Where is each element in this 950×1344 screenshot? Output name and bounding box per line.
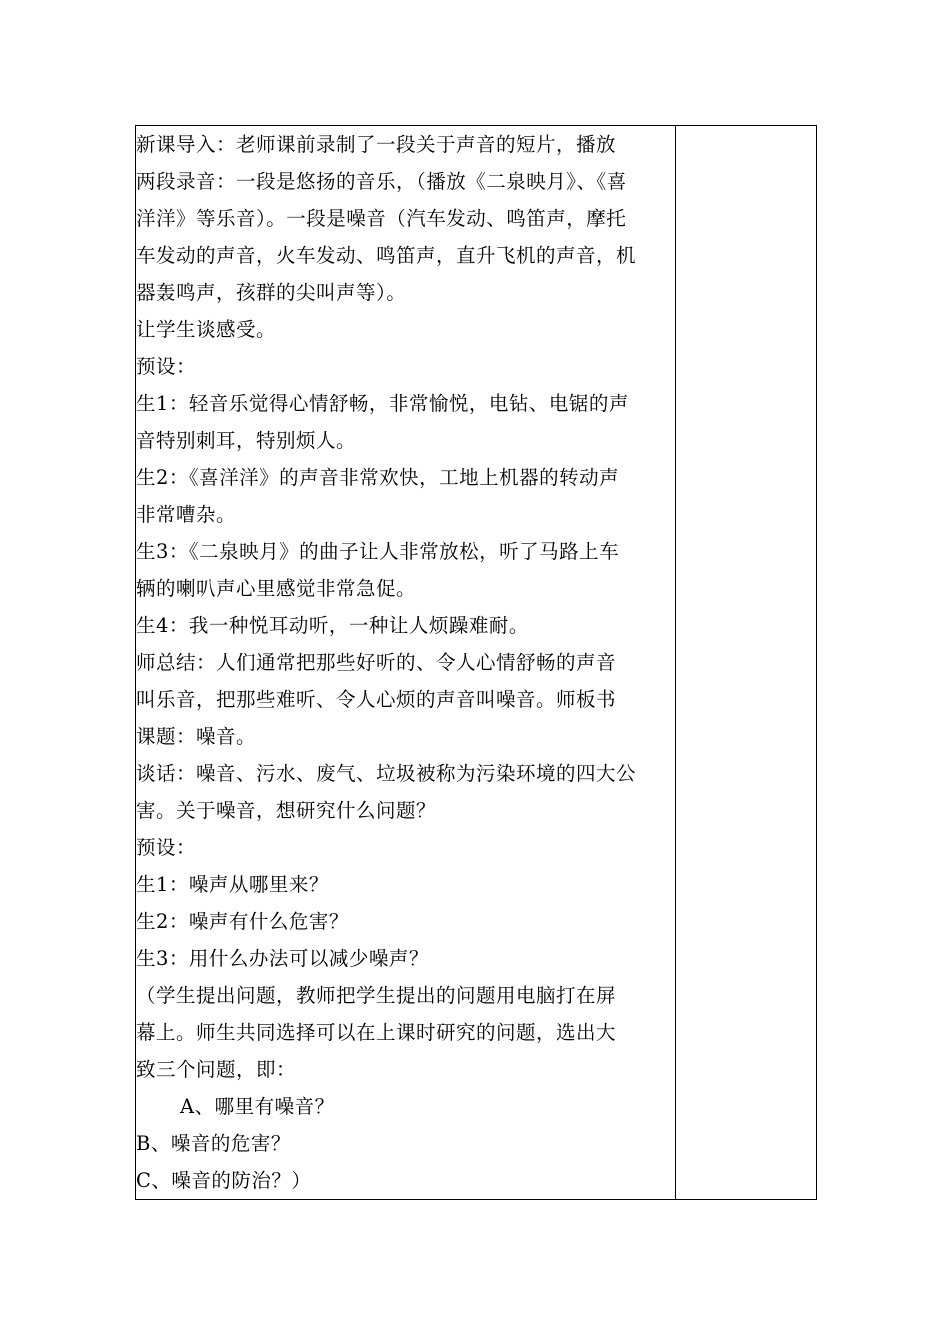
text-line: 害。关于噪音，想研究什么问题？ xyxy=(136,799,437,822)
text-line: 让学生谈感受。 xyxy=(136,318,277,341)
text-line: 生2：《喜洋洋》的声音非常欢快，工地上机器的转动声 xyxy=(136,466,620,489)
lesson-plan-table xyxy=(135,125,817,1200)
text-line: 幕上。师生共同选择可以在上课时研究的问题，选出大 xyxy=(136,1021,617,1044)
text-line: C、噪音的防治？） xyxy=(136,1169,312,1192)
lesson-content-cell xyxy=(136,126,676,1200)
text-line: 课题：噪音。 xyxy=(136,725,257,748)
text-line: （学生提出问题，教师把学生提出的问题用电脑打在屏 xyxy=(136,984,617,1007)
text-line: 生1：噪声从哪里来？ xyxy=(136,873,329,896)
text-line: 音特别刺耳，特别烦人。 xyxy=(136,429,357,452)
text-line: 辆的喇叭声心里感觉非常急促。 xyxy=(136,577,417,600)
text-line: B、噪音的危害？ xyxy=(136,1132,291,1155)
text-line: 生1：轻音乐觉得心情舒畅，非常愉悦，电钻、电锯的声 xyxy=(136,392,629,415)
text-line: 生3：用什么办法可以减少噪声？ xyxy=(136,947,429,970)
table-row xyxy=(136,126,817,1200)
text-line: 器轰鸣声，孩群的尖叫声等）。 xyxy=(136,281,407,304)
text-line: 预设： xyxy=(136,836,197,859)
text-line: 生3：《二泉映月》的曲子让人非常放松，听了马路上车 xyxy=(136,540,620,563)
text-line: 非常嘈杂。 xyxy=(136,503,237,526)
text-line: 谈话：噪音、污水、废气、垃圾被称为污染环境的四大公 xyxy=(136,762,637,785)
text-line: 生2：噪声有什么危害？ xyxy=(136,910,349,933)
text-line: 叫乐音，把那些难听、令人心烦的声音叫噪音。师板书 xyxy=(136,688,617,711)
text-line: 生4：我一种悦耳动听，一种让人烦躁难耐。 xyxy=(136,614,529,637)
text-line: A、哪里有噪音？ xyxy=(180,1095,335,1118)
text-line: 洋洋》等乐音）。一段是噪音（汽车发动、鸣笛声，摩托 xyxy=(136,207,627,230)
text-line: 预设： xyxy=(136,355,197,378)
text-line: 师总结：人们通常把那些好听的、令人心情舒畅的声音 xyxy=(136,651,617,674)
text-line: 车发动的声音，火车发动、鸣笛声，直升飞机的声音，机 xyxy=(136,244,637,267)
text-line: 致三个问题，即： xyxy=(136,1058,297,1081)
text-line: 新课导入：老师课前录制了一段关于声音的短片，播放 xyxy=(136,133,617,156)
notes-cell xyxy=(676,126,817,1200)
text-line: 两段录音：一段是悠扬的音乐，（播放《二泉映月》、《喜 xyxy=(136,170,627,193)
